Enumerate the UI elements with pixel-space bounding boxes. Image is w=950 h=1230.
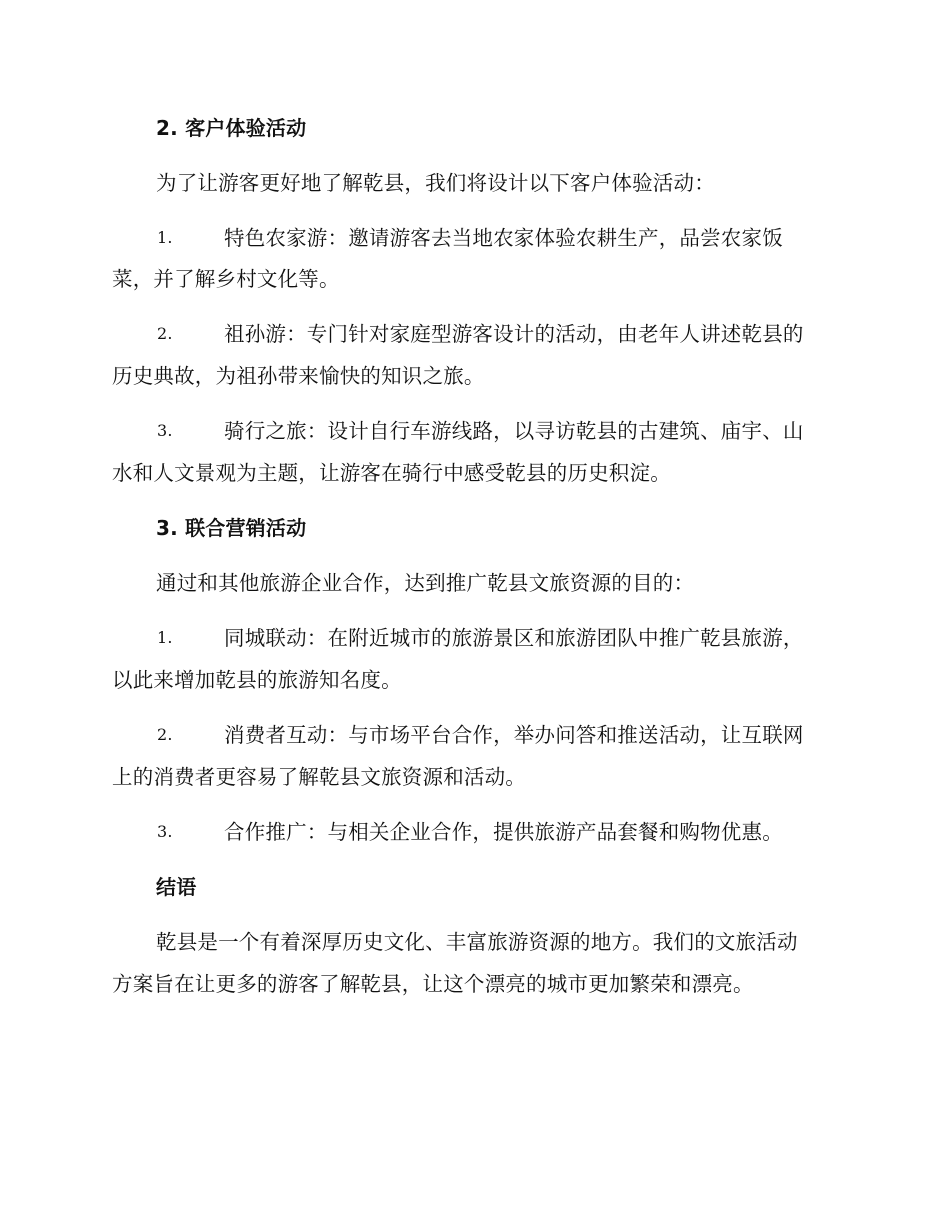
list-item-continuation: 上的消费者更容易了解乾县文旅资源和活动。 [112,765,526,789]
section-2-heading: 2. 客户体验活动 [156,116,307,140]
list-number: 1. [157,228,173,247]
list-item-text: 特色农家游：邀请游客去当地农家体验农耕生产，品尝农家饭 [224,226,783,250]
list-item-continuation: 历史典故，为祖孙带来愉快的知识之旅。 [112,364,485,388]
list-item-continuation: 水和人文景观为主题，让游客在骑行中感受乾县的历史积淀。 [112,461,671,485]
section-3-heading: 3. 联合营销活动 [156,516,307,540]
list-number: 3. [157,421,173,440]
list-item-continuation: 菜，并了解乡村文化等。 [112,267,340,291]
conclusion-paragraph-line: 方案旨在让更多的游客了解乾县，让这个漂亮的城市更加繁荣和漂亮。 [112,972,754,996]
list-item-text: 祖孙游：专门针对家庭型游客设计的活动，由老年人讲述乾县的 [224,322,804,346]
list-number: 1. [157,628,173,647]
section-3-intro: 通过和其他旅游企业合作，达到推广乾县文旅资源的目的： [156,571,695,595]
section-2-intro: 为了让游客更好地了解乾县，我们将设计以下客户体验活动： [156,171,715,195]
conclusion-heading: 结语 [156,875,197,899]
list-item-text: 消费者互动：与市场平台合作，举办问答和推送活动，让互联网 [224,723,804,747]
list-number: 2. [157,324,173,343]
list-item-continuation: 以此来增加乾县的旅游知名度。 [112,668,402,692]
list-number: 2. [157,725,173,744]
list-number: 3. [157,822,173,841]
list-item-text: 骑行之旅：设计自行车游线路，以寻访乾县的古建筑、庙宇、山 [224,419,804,443]
list-item-text: 合作推广：与相关企业合作，提供旅游产品套餐和购物优惠。 [224,820,783,844]
conclusion-paragraph-line: 乾县是一个有着深厚历史文化、丰富旅游资源的地方。我们的文旅活动 [156,930,798,954]
list-item-text: 同城联动：在附近城市的旅游景区和旅游团队中推广乾县旅游， [224,626,804,650]
